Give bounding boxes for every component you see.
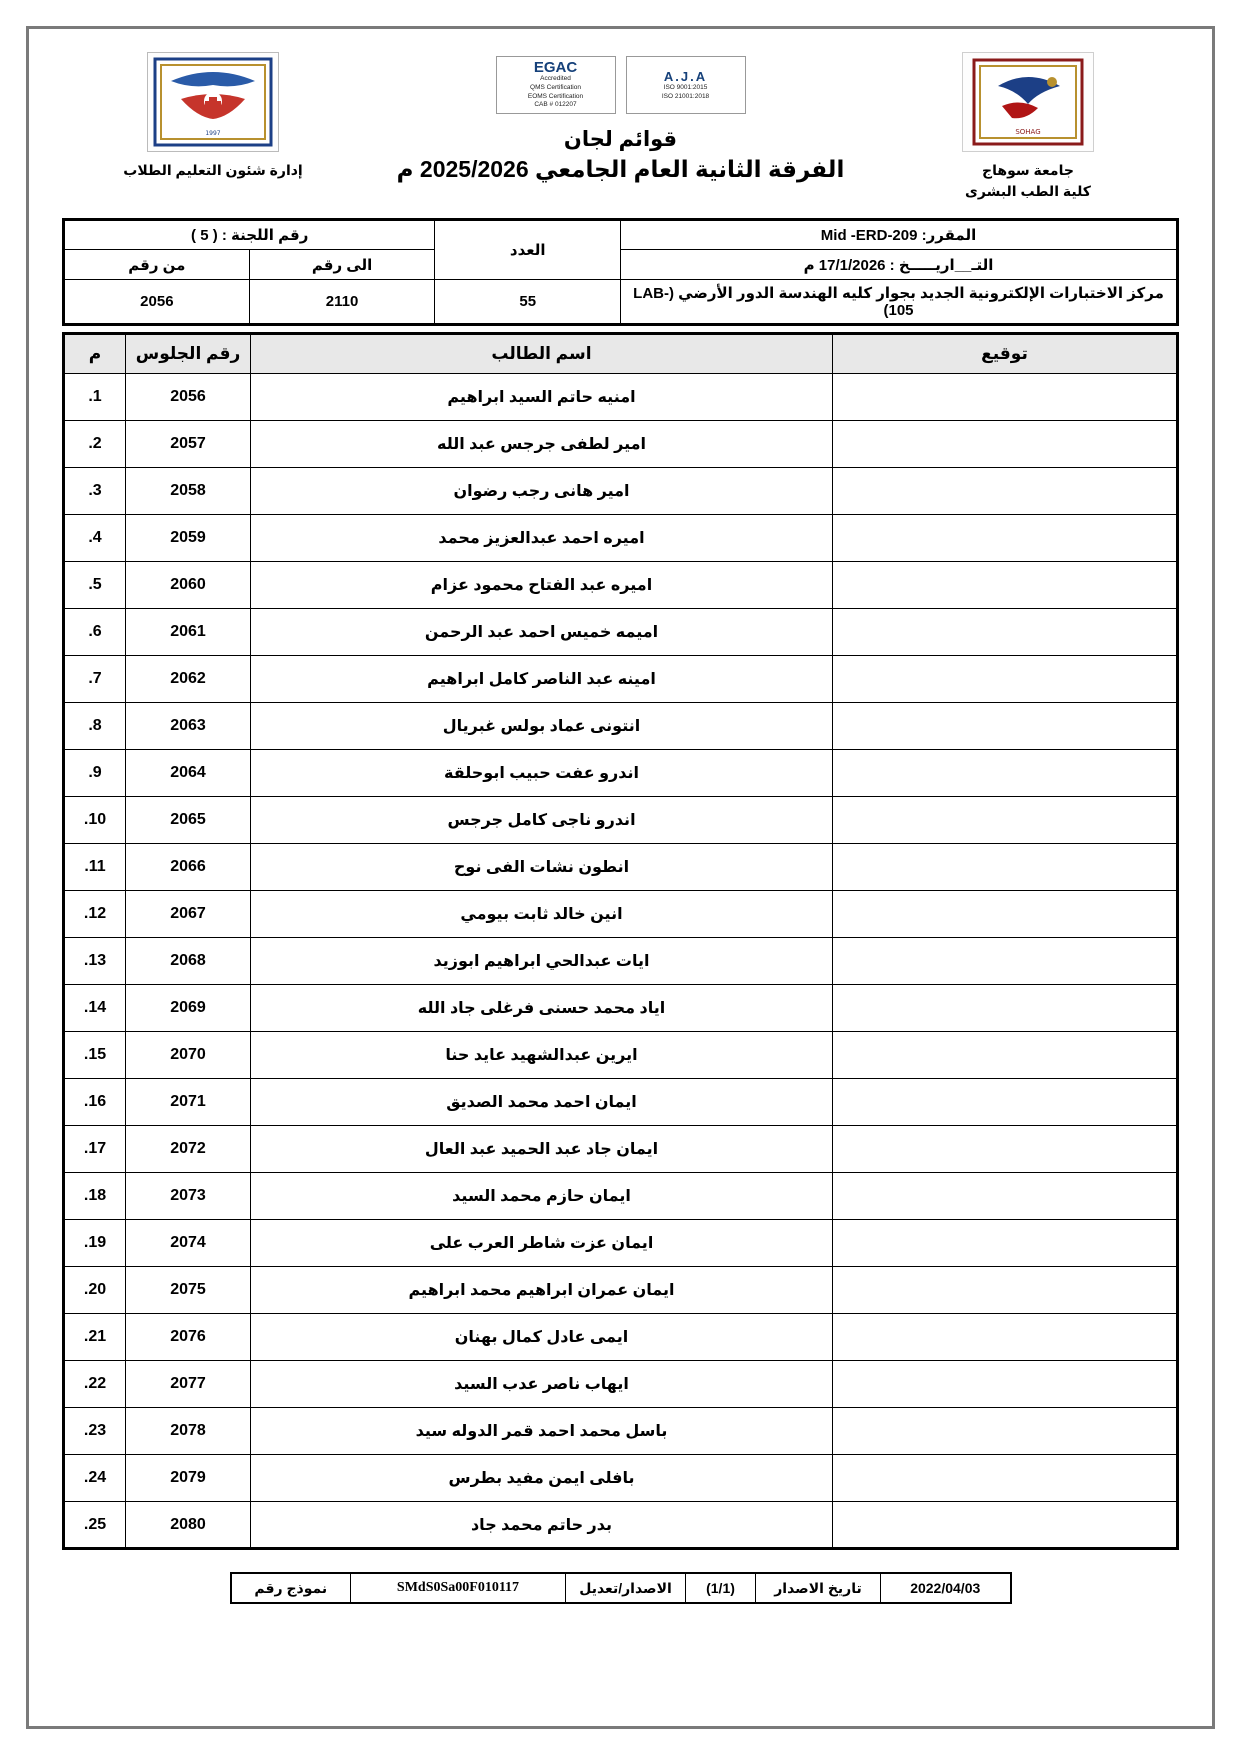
student-name-cell: اندرو ناجى كامل جرجس (251, 797, 833, 844)
table-row (64, 1408, 1178, 1455)
count-label-cell: العدد (435, 220, 621, 280)
student-name-cell: امنيه حاتم السيد ابراهيم (251, 374, 833, 421)
student-name-cell: انين خالد ثابت بيومي (251, 891, 833, 938)
signature-cell[interactable] (833, 1267, 1178, 1314)
header-index: م (64, 334, 126, 374)
egac-logo: EGAC (533, 59, 578, 76)
course-cell: المقرر: Mid -ERD-209 (621, 220, 1178, 250)
student-name-cell: ايرين عبدالشهيد عايد حنا (251, 1032, 833, 1079)
seat-number-cell: 2075 (126, 1267, 251, 1314)
table-row (64, 468, 1178, 515)
student-name-cell: امير لطفى جرجس عبد الله (251, 421, 833, 468)
row-index-cell: 12. (64, 891, 126, 938)
row-index-cell: 2. (64, 421, 126, 468)
seat-number-cell: 2072 (126, 1126, 251, 1173)
signature-cell[interactable] (833, 1455, 1178, 1502)
signature-cell[interactable] (833, 1079, 1178, 1126)
signature-cell[interactable] (833, 1502, 1178, 1549)
seat-number-cell: 2061 (126, 609, 251, 656)
row-index-cell: 18. (64, 1173, 126, 1220)
committee-number-cell: رقم اللجنة : ( 5 ) (64, 220, 435, 250)
table-header-row (64, 334, 1178, 374)
row-index-cell: 13. (64, 938, 126, 985)
header-student-name: اسم الطالب (251, 334, 833, 374)
table-row (64, 844, 1178, 891)
meta-row-2 (64, 250, 1178, 280)
egac-line3: CAB # 012207 (534, 101, 577, 109)
table-row (64, 1361, 1178, 1408)
signature-cell[interactable] (833, 938, 1178, 985)
footer-issue-date-label: تاريخ الاصدار (756, 1573, 881, 1603)
university-logo (962, 52, 1094, 152)
table-row (64, 938, 1178, 985)
footer-form-code: SMdS0Sa00F010117 (351, 1573, 566, 1603)
table-row (64, 562, 1178, 609)
footer-issue-date-value: 2022/04/03 (881, 1573, 1011, 1603)
row-index-cell: 20. (64, 1267, 126, 1314)
student-name-cell: اميره عبد الفتاح محمود عزام (251, 562, 833, 609)
row-index-cell: 11. (64, 844, 126, 891)
document-title-line2: الفرقة الثانية العام الجامعي 2025/2026 م (396, 155, 845, 182)
student-name-cell: ايمان احمد محمد الصديق (251, 1079, 833, 1126)
signature-cell[interactable] (833, 750, 1178, 797)
seat-number-cell: 2058 (126, 468, 251, 515)
row-index-cell: 14. (64, 985, 126, 1032)
seat-number-cell: 2080 (126, 1502, 251, 1549)
student-name-cell: اندرو عفت حبيب ابوحلقة (251, 750, 833, 797)
to-value-cell: 2110 (249, 280, 435, 325)
student-list-table (62, 332, 1179, 1550)
signature-cell[interactable] (833, 1173, 1178, 1220)
faculty-crest-icon (151, 55, 275, 149)
seat-number-cell: 2069 (126, 985, 251, 1032)
document-header (62, 38, 1179, 202)
egac-accredited: Accredited (540, 75, 571, 82)
seat-number-cell: 2067 (126, 891, 251, 938)
place-cell: مركز الاختبارات الإلكترونية الجديد بجوار كليه الهندسة الدور الأرضي (LAB-105) (621, 280, 1178, 325)
row-index-cell: 8. (64, 703, 126, 750)
header-signature: توقيع (833, 334, 1178, 374)
table-row (64, 1220, 1178, 1267)
table-row (64, 1032, 1178, 1079)
row-index-cell: 21. (64, 1314, 126, 1361)
faculty-logo (147, 52, 279, 152)
aja-line1: ISO 9001:2015 (663, 83, 708, 91)
seat-number-cell: 2062 (126, 656, 251, 703)
row-index-cell: 17. (64, 1126, 126, 1173)
document-title-line1: قوائم لجان (563, 128, 678, 152)
signature-cell[interactable] (833, 562, 1178, 609)
university-caption (903, 160, 1153, 202)
admin-block (88, 52, 338, 181)
seat-number-cell: 2056 (126, 374, 251, 421)
student-name-cell: انطون نشات الفى نوح (251, 844, 833, 891)
footer-row (231, 1573, 1011, 1603)
aja-certificate (626, 56, 746, 114)
student-name-cell: بدر حاتم محمد جاد (251, 1502, 833, 1549)
student-name-cell: اياد محمد حسنى فرغلى جاد الله (251, 985, 833, 1032)
table-row (64, 1173, 1178, 1220)
title-block (338, 52, 903, 183)
seat-number-cell: 2078 (126, 1408, 251, 1455)
table-row (64, 1267, 1178, 1314)
table-row (64, 515, 1178, 562)
exam-meta-table (62, 218, 1179, 326)
from-label-cell: من رقم (64, 250, 250, 280)
signature-cell[interactable] (833, 421, 1178, 468)
row-index-cell: 15. (64, 1032, 126, 1079)
table-row (64, 891, 1178, 938)
egac-certificate (496, 56, 616, 114)
university-name: جامعة سوهاج (982, 162, 1074, 178)
signature-cell[interactable] (833, 1361, 1178, 1408)
footer-revision-value: (1/1) (686, 1573, 756, 1603)
signature-cell[interactable] (833, 1220, 1178, 1267)
seat-number-cell: 2077 (126, 1361, 251, 1408)
footer-form-label: نموذج رقم (231, 1573, 351, 1603)
signature-cell[interactable] (833, 1408, 1178, 1455)
meta-row-1 (64, 220, 1178, 250)
student-name-cell: ايات عبدالحي ابراهيم ابوزيد (251, 938, 833, 985)
student-name-cell: اميره احمد عبدالعزيز محمد (251, 515, 833, 562)
student-name-cell: بافلى ايمن مفيد بطرس (251, 1455, 833, 1502)
signature-cell[interactable] (833, 985, 1178, 1032)
row-index-cell: 22. (64, 1361, 126, 1408)
student-name-cell: ايمان عزت شاطر العرب على (251, 1220, 833, 1267)
egac-line1: QMS Certification (530, 83, 581, 91)
table-row (64, 421, 1178, 468)
student-name-cell: امير هانى رجب رضوان (251, 468, 833, 515)
aja-logo: A.J.A (663, 68, 708, 84)
certification-logos (338, 56, 903, 114)
student-name-cell: اميمه خميس احمد عبد الرحمن (251, 609, 833, 656)
meta-row-3 (64, 280, 1178, 325)
egac-line2: EOMS Certification (527, 92, 584, 100)
student-name-cell: ايهاب ناصر عدب السيد (251, 1361, 833, 1408)
signature-cell[interactable] (833, 1314, 1178, 1361)
signature-cell[interactable] (833, 891, 1178, 938)
table-row (64, 797, 1178, 844)
table-row (64, 750, 1178, 797)
seat-number-cell: 2068 (126, 938, 251, 985)
table-row (64, 374, 1178, 421)
row-index-cell: 23. (64, 1408, 126, 1455)
table-row (64, 1079, 1178, 1126)
signature-cell[interactable] (833, 468, 1178, 515)
table-body (64, 374, 1178, 1549)
signature-cell[interactable] (833, 1032, 1178, 1079)
to-label-cell: الى رقم (249, 250, 435, 280)
footer-revision-label: الاصدار/تعديل (566, 1573, 686, 1603)
signature-cell[interactable] (833, 797, 1178, 844)
row-index-cell: 16. (64, 1079, 126, 1126)
seat-number-cell: 2065 (126, 797, 251, 844)
signature-cell[interactable] (833, 844, 1178, 891)
university-block (903, 52, 1153, 202)
seat-number-cell: 2070 (126, 1032, 251, 1079)
seat-number-cell: 2060 (126, 562, 251, 609)
signature-cell[interactable] (833, 703, 1178, 750)
row-index-cell: 9. (64, 750, 126, 797)
signature-cell[interactable] (833, 515, 1178, 562)
row-index-cell: 7. (64, 656, 126, 703)
row-index-cell: 6. (64, 609, 126, 656)
table-row (64, 985, 1178, 1032)
seat-number-cell: 2076 (126, 1314, 251, 1361)
table-row (64, 609, 1178, 656)
student-name-cell: باسل محمد احمد قمر الدوله سيد (251, 1408, 833, 1455)
seat-number-cell: 2074 (126, 1220, 251, 1267)
document-footer-table (230, 1572, 1012, 1604)
signature-cell[interactable] (833, 374, 1178, 421)
svg-text:SOHAG: SOHAG (1015, 128, 1041, 136)
admin-caption: إدارة شئون التعليم الطلاب (123, 162, 303, 178)
faculty-name: كلية الطب البشرى (965, 183, 1091, 199)
student-name-cell: انتونى عماد بولس غبريال (251, 703, 833, 750)
seat-number-cell: 2057 (126, 421, 251, 468)
row-index-cell: 10. (64, 797, 126, 844)
aja-line2: ISO 21001:2018 (661, 92, 710, 100)
seat-number-cell: 2073 (126, 1173, 251, 1220)
signature-cell[interactable] (833, 656, 1178, 703)
table-row (64, 656, 1178, 703)
row-index-cell: 5. (64, 562, 126, 609)
seat-number-cell: 2079 (126, 1455, 251, 1502)
svg-text:1997: 1997 (205, 130, 221, 137)
table-row (64, 703, 1178, 750)
table-row (64, 1314, 1178, 1361)
seat-number-cell: 2063 (126, 703, 251, 750)
signature-cell[interactable] (833, 609, 1178, 656)
seat-number-cell: 2066 (126, 844, 251, 891)
table-row (64, 1455, 1178, 1502)
row-index-cell: 3. (64, 468, 126, 515)
signature-cell[interactable] (833, 1126, 1178, 1173)
row-index-cell: 4. (64, 515, 126, 562)
student-name-cell: ايمان عمران ابراهيم محمد ابراهيم (251, 1267, 833, 1314)
count-value-cell: 55 (435, 280, 621, 325)
row-index-cell: 24. (64, 1455, 126, 1502)
student-name-cell: ايمى عادل كمال بهنان (251, 1314, 833, 1361)
row-index-cell: 25. (64, 1502, 126, 1549)
row-index-cell: 19. (64, 1220, 126, 1267)
student-name-cell: ايمان حازم محمد السيد (251, 1173, 833, 1220)
date-cell: التـ__اريـــــخ : 17/1/2026 م (621, 250, 1178, 280)
seat-number-cell: 2059 (126, 515, 251, 562)
university-crest-icon (968, 56, 1088, 148)
student-name-cell: امينه عبد الناصر كامل ابراهيم (251, 656, 833, 703)
student-name-cell: ايمان جاد عبد الحميد عبد العال (251, 1126, 833, 1173)
row-index-cell: 1. (64, 374, 126, 421)
header-seat-number: رقم الجلوس (126, 334, 251, 374)
table-row (64, 1502, 1178, 1549)
from-value-cell: 2056 (64, 280, 250, 325)
seat-number-cell: 2071 (126, 1079, 251, 1126)
seat-number-cell: 2064 (126, 750, 251, 797)
table-row (64, 1126, 1178, 1173)
